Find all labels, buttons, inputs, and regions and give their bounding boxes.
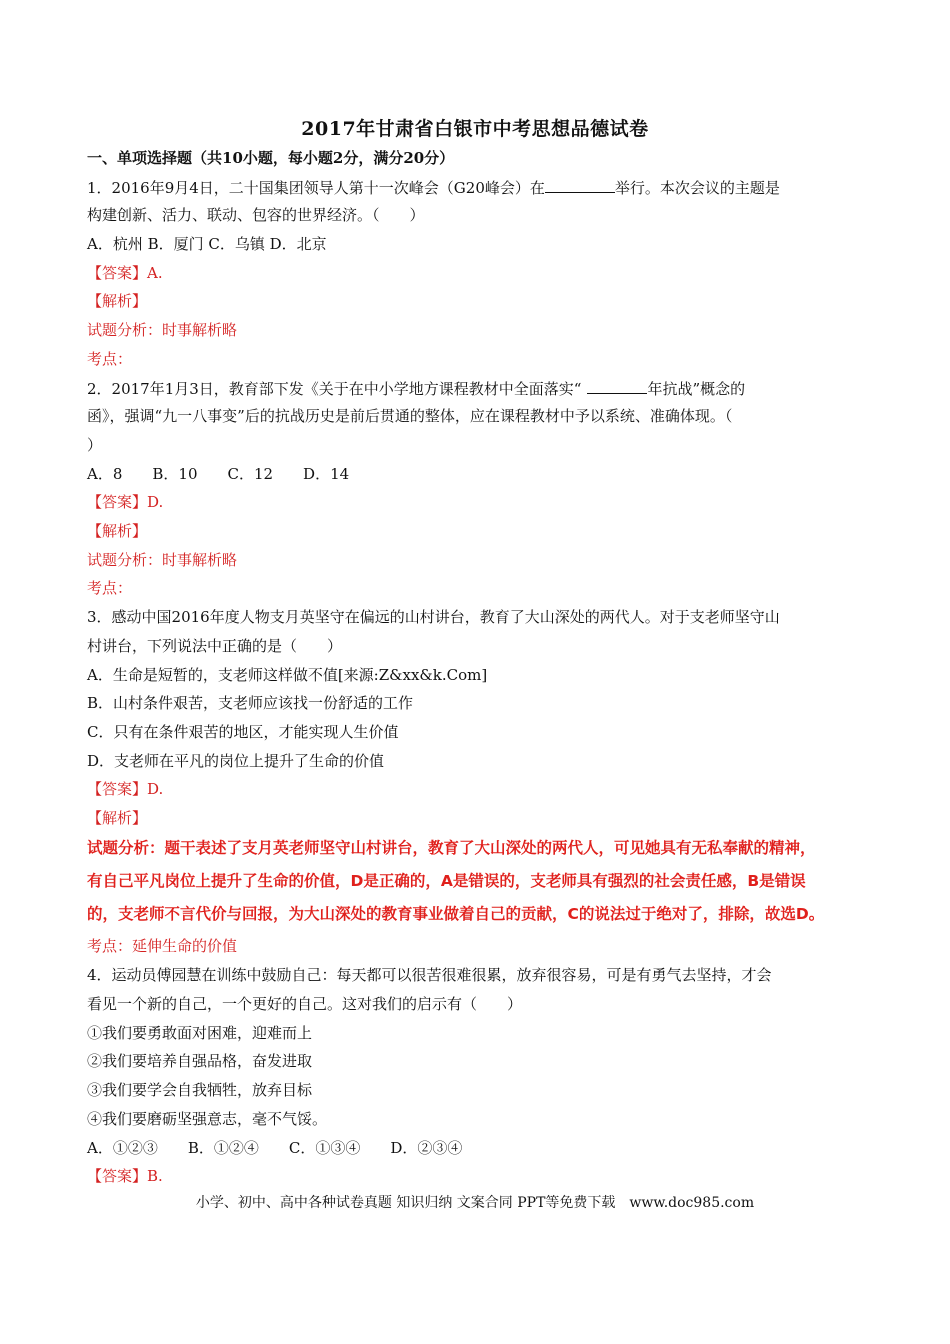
q3-kaodian: 考点：延伸生命的价值: [87, 937, 238, 955]
q1-stem-line2: 构建创新、活力、联动、包容的世界经济。（ ）: [87, 206, 425, 224]
q2-blank: [587, 377, 647, 394]
q2-analysis-label: 【解析】: [87, 522, 148, 540]
q1-analysis-label: 【解析】: [87, 292, 148, 310]
page-footer: 小学、初中、高中各种试卷真题 知识归纳 文案合同 PPT等免费下载 www.doc985.com: [195, 1195, 755, 1211]
q3-option-c: C．只有在条件艰苦的地区，才能实现人生价值: [87, 723, 399, 741]
q3-analysis-label: 【解析】: [87, 809, 148, 827]
q1-kaodian: 考点：: [87, 350, 133, 368]
q3-analysis-line1: 试题分析：题干表述了支月英老师坚守山村讲台，教育了大山深处的两代人，可见她具有无私奉献的精神，: [87, 839, 816, 857]
q3-analysis-line2: 有自己平凡岗位上提升了生命的价值，D是正确的，A是错误的，支老师具有强烈的社会责任感，B是错误: [87, 872, 806, 890]
q4-item-4: ④我们要磨砺坚强意志，毫不气馁。: [87, 1110, 328, 1128]
q2-analysis: 试题分析：时事解析略: [87, 551, 238, 569]
q2-answer: 【答案】D.: [87, 493, 164, 511]
q2-options: A．8 B．10 C．12 D．14: [87, 465, 350, 483]
q1-stem-line1: [87, 176, 780, 198]
section-heading: 一、单项选择题（共10小题，每小题2分，满分20分）: [87, 149, 455, 167]
q3-stem-line1: 3．感动中国2016年度人物支月英坚守在偏远的山村讲台，教育了大山深处的两代人。对于支老师坚守山: [87, 608, 780, 626]
q3-answer: 【答案】D.: [87, 780, 164, 798]
q2-stem-line1: [87, 377, 745, 399]
q1-analysis: 试题分析：时事解析略: [87, 321, 238, 339]
q4-answer: 【答案】B.: [87, 1167, 163, 1185]
q4-item-2: ②我们要培养自强品格，奋发进取: [87, 1052, 313, 1070]
q1-stem-part-b: 举行。本次会议的主题是: [614, 179, 780, 197]
q4-options: A．①②③ B．①②④ C．①③④ D．②③④: [87, 1139, 463, 1157]
q3-analysis-line3: 的，支老师不言代价与回报，为大山深处的教育事业做着自己的贡献，C的说法过于绝对了，排除，故选D。: [87, 905, 825, 923]
q2-stem-line3: ）: [87, 436, 103, 454]
page-title: 2017年甘肃省白银市中考思想品德试卷: [301, 118, 649, 140]
q3-option-d: D．支老师在平凡的岗位上提升了生命的价值: [87, 752, 385, 770]
q4-item-1: ①我们要勇敢面对困难，迎难而上: [87, 1024, 313, 1042]
q3-stem-line2: 村讲台，下列说法中正确的是（ ）: [87, 637, 343, 655]
q4-stem-line2: 看见一个新的自己，一个更好的自己。这对我们的启示有（ ）: [87, 995, 523, 1013]
q4-stem-line1: 4．运动员傅园慧在训练中鼓励自己：每天都可以很苦很难很累，放弃很容易，可是有勇气去坚持，才会: [87, 966, 772, 984]
q1-blank: [545, 176, 615, 193]
q2-kaodian: 考点：: [87, 579, 133, 597]
q1-options: A．杭州 B．厦门 C．乌镇 D．北京: [87, 235, 327, 253]
q2-stem-part-b: 年抗战”概念的: [647, 380, 746, 398]
q1-stem-part-a: 1．2016年9月4日，二十国集团领导人第十一次峰会（G20峰会）在: [87, 179, 545, 197]
q2-stem-part-a: 2．2017年1月3日，教育部下发《关于在中小学地方课程教材中全面落实“: [87, 380, 582, 398]
q3-option-a: A．生命是短暂的，支老师这样做不值[来源:Z&xx&k.Com]: [87, 666, 488, 684]
q4-item-3: ③我们要学会自我牺牲，放弃目标: [87, 1081, 313, 1099]
q3-option-b: B．山村条件艰苦，支老师应该找一份舒适的工作: [87, 694, 414, 712]
q1-answer: 【答案】A.: [87, 264, 163, 282]
q2-stem-line2: 函》，强调“九一八事变”后的抗战历史是前后贯通的整体，应在课程教材中予以系统、准确体现。（: [87, 407, 733, 425]
